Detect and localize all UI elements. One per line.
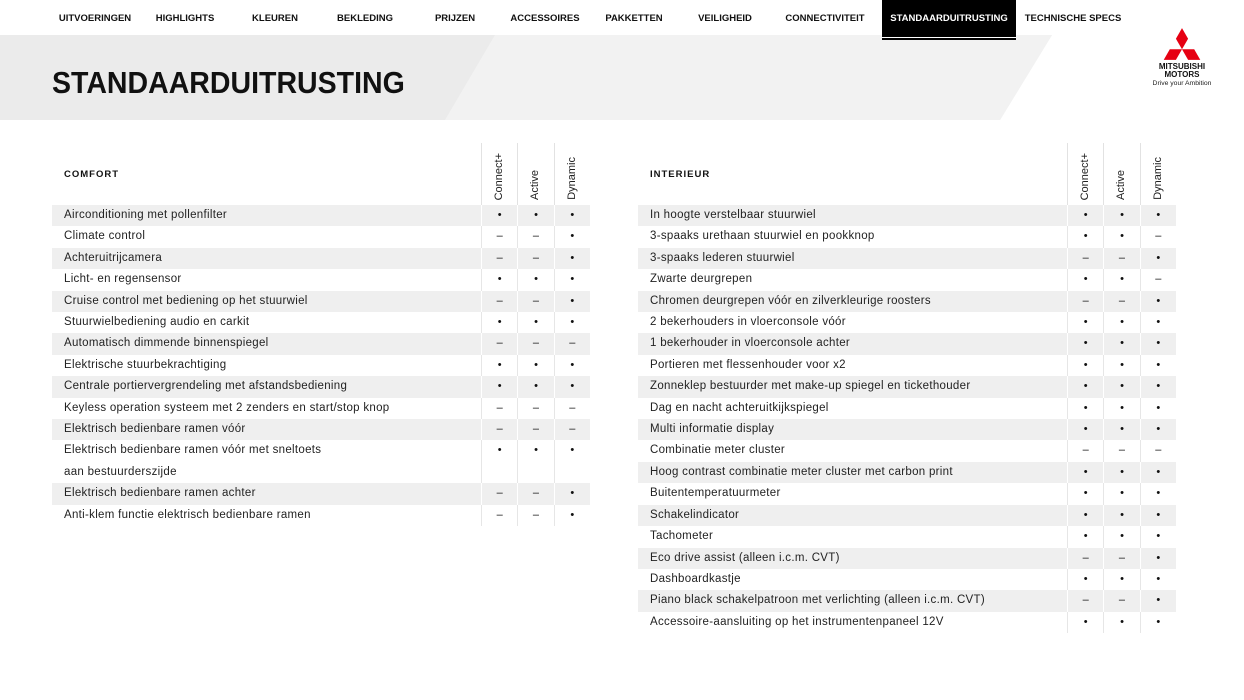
availability-dynamic: • — [1140, 505, 1176, 526]
feature-label: Combinatie meter cluster — [650, 444, 786, 457]
availability-active: • — [1103, 505, 1139, 526]
availability-active: • — [517, 355, 553, 376]
availability-dynamic: • — [1140, 205, 1176, 226]
table-row — [638, 333, 1176, 354]
availability-dynamic: • — [1140, 526, 1176, 547]
availability-connect: • — [1067, 333, 1103, 354]
nav-item-technische-specs[interactable]: TECHNISCHE SPECS — [1024, 13, 1122, 24]
table-row — [638, 590, 1176, 611]
availability-active: • — [1103, 226, 1139, 247]
availability-active: • — [517, 312, 553, 333]
table-row — [52, 291, 590, 312]
availability-connect: – — [481, 483, 517, 504]
availability-active: • — [1103, 312, 1139, 333]
availability-connect: – — [1067, 291, 1103, 312]
feature-label: Dag en nacht achteruitkijkspiegel — [650, 401, 829, 414]
availability-active: – — [517, 505, 553, 526]
availability-active: • — [1103, 205, 1139, 226]
availability-active: – — [517, 226, 553, 247]
availability-dynamic: – — [1140, 269, 1176, 290]
availability-connect: • — [481, 355, 517, 376]
availability-active: – — [517, 483, 553, 504]
availability-active: • — [1103, 376, 1139, 397]
table-row — [638, 548, 1176, 569]
availability-connect: – — [1067, 440, 1103, 461]
feature-label: Tachometer — [650, 530, 714, 543]
table-row — [638, 226, 1176, 247]
column-header-connect — [1067, 143, 1103, 205]
availability-dynamic: – — [554, 398, 590, 419]
availability-dynamic: • — [554, 205, 590, 226]
nav-item-standaarduitrusting[interactable]: STANDAARDUITRUSTING — [882, 0, 1016, 40]
availability-active: – — [517, 248, 553, 269]
table-row — [52, 355, 590, 376]
availability-dynamic: • — [554, 483, 590, 504]
brand-name-line1: MITSUBISHI — [1158, 62, 1206, 71]
availability-dynamic: • — [1140, 483, 1176, 504]
table-row — [52, 398, 590, 419]
table-row — [52, 419, 590, 440]
availability-connect: • — [1067, 376, 1103, 397]
column-label: Connect+ — [493, 152, 506, 200]
feature-label: Licht- en regensensor — [64, 273, 182, 286]
table-body — [52, 205, 590, 526]
availability-active: – — [517, 291, 553, 312]
table-row — [638, 483, 1176, 504]
availability-connect: • — [1067, 312, 1103, 333]
availability-active: • — [517, 205, 553, 226]
nav-item-kleuren[interactable]: KLEUREN — [252, 13, 298, 24]
feature-label: Anti-klem functie elektrisch bedienbare ramen — [64, 508, 311, 521]
availability-active: – — [517, 333, 553, 354]
comfort-table — [52, 143, 590, 526]
table-row — [638, 312, 1176, 333]
availability-active: – — [1103, 248, 1139, 269]
availability-dynamic: • — [554, 440, 590, 483]
feature-label: Hoog contrast combinatie meter cluster met carbon print — [650, 465, 953, 478]
nav-item-pakketten[interactable]: PAKKETTEN — [605, 13, 663, 24]
availability-connect: • — [1067, 419, 1103, 440]
availability-dynamic: – — [554, 333, 590, 354]
table-row — [52, 226, 590, 247]
availability-connect: – — [481, 398, 517, 419]
feature-label: Automatisch dimmende binnenspiegel — [64, 337, 269, 350]
table-row — [52, 505, 590, 526]
nav-item-prijzen[interactable]: PRIJZEN — [434, 13, 476, 24]
availability-dynamic: • — [554, 291, 590, 312]
section-heading: INTERIEUR — [650, 168, 711, 180]
table-row — [638, 398, 1176, 419]
availability-active: • — [517, 440, 553, 483]
header-band-stripe — [445, 35, 1052, 120]
feature-label: Chromen deurgrepen vóór en zilverkleurige roosters — [650, 294, 931, 307]
availability-dynamic: • — [1140, 612, 1176, 633]
availability-connect: • — [1067, 483, 1103, 504]
feature-label: Cruise control met bediening op het stuurwiel — [64, 294, 308, 307]
feature-label: Zwarte deurgrepen — [650, 273, 753, 286]
availability-active: – — [517, 398, 553, 419]
availability-connect: – — [1067, 590, 1103, 611]
availability-connect: • — [481, 440, 517, 483]
table-row — [52, 248, 590, 269]
feature-label: Schakelindicator — [650, 508, 740, 521]
feature-label: Elektrische stuurbekrachtiging — [64, 358, 227, 371]
availability-connect: • — [1067, 526, 1103, 547]
availability-active: • — [1103, 612, 1139, 633]
availability-connect: • — [1067, 355, 1103, 376]
table-header — [52, 143, 590, 205]
availability-dynamic: • — [554, 355, 590, 376]
table-row — [638, 419, 1176, 440]
availability-connect: – — [1067, 548, 1103, 569]
nav-item-accessoires[interactable]: ACCESSOIRES — [510, 13, 580, 24]
table-row — [52, 269, 590, 290]
availability-connect: • — [1067, 569, 1103, 590]
feature-label: Stuurwielbediening audio en carkit — [64, 316, 250, 329]
availability-connect: • — [1067, 269, 1103, 290]
table-header — [638, 143, 1176, 205]
availability-dynamic: • — [1140, 462, 1176, 483]
availability-connect: • — [1067, 505, 1103, 526]
availability-connect: • — [481, 269, 517, 290]
feature-label: Elektrisch bedienbare ramen vóór — [64, 423, 246, 436]
feature-label: Portieren met flessenhouder voor x2 — [650, 358, 846, 371]
availability-active: • — [517, 269, 553, 290]
column-header-active — [517, 143, 553, 205]
column-label: Dynamic — [565, 157, 578, 200]
table-body — [638, 205, 1176, 633]
nav-item-uitvoeringen[interactable]: UITVOERINGEN — [58, 13, 132, 24]
availability-dynamic: • — [1140, 291, 1176, 312]
availability-connect: – — [481, 505, 517, 526]
availability-dynamic: • — [1140, 355, 1176, 376]
availability-dynamic: • — [1140, 419, 1176, 440]
column-header-dynamic — [1140, 143, 1176, 205]
interieur-table — [638, 143, 1176, 633]
availability-active: – — [1103, 291, 1139, 312]
table-row — [52, 333, 590, 354]
table-row — [638, 355, 1176, 376]
feature-label: Zonneklep bestuurder met make-up spiegel en tickethouder — [650, 380, 971, 393]
availability-dynamic: • — [554, 312, 590, 333]
feature-label: In hoogte verstelbaar stuurwiel — [650, 209, 816, 221]
availability-active: – — [1103, 440, 1139, 461]
feature-label: Piano black schakelpatroon met verlichting (alleen i.c.m. CVT) — [650, 594, 985, 607]
feature-label: Achteruitrijcamera — [64, 251, 163, 264]
availability-connect: – — [481, 248, 517, 269]
nav-item-highlights[interactable]: HIGHLIGHTS — [155, 13, 215, 24]
availability-active: – — [1103, 590, 1139, 611]
availability-dynamic: • — [554, 376, 590, 397]
availability-connect: • — [1067, 462, 1103, 483]
page-title: STANDAARDUITRUSTING — [52, 65, 405, 100]
availability-connect: • — [1067, 612, 1103, 633]
availability-active: • — [1103, 569, 1139, 590]
table-row — [638, 269, 1176, 290]
feature-label: Multi informatie display — [650, 423, 775, 436]
availability-dynamic: • — [554, 226, 590, 247]
column-label: Active — [1115, 170, 1128, 200]
availability-connect: • — [1067, 398, 1103, 419]
column-label: Dynamic — [1151, 157, 1164, 200]
availability-dynamic: • — [554, 505, 590, 526]
availability-dynamic: • — [554, 248, 590, 269]
availability-connect: • — [481, 312, 517, 333]
availability-dynamic: • — [1140, 333, 1176, 354]
availability-dynamic: • — [1140, 248, 1176, 269]
table-row — [638, 440, 1176, 461]
availability-dynamic: • — [1140, 376, 1176, 397]
availability-connect: – — [1067, 248, 1103, 269]
feature-label: Elektrisch bedienbare ramen achter — [64, 487, 256, 500]
table-row — [52, 376, 590, 397]
availability-dynamic: – — [554, 419, 590, 440]
availability-connect: – — [481, 333, 517, 354]
feature-label: Dashboardkastje — [650, 572, 741, 585]
feature-label: 3-spaaks urethaan stuurwiel en pookknop — [650, 230, 875, 243]
availability-connect: • — [481, 376, 517, 397]
availability-connect: • — [1067, 226, 1103, 247]
table-row — [52, 205, 590, 226]
column-label: Connect+ — [1079, 152, 1092, 200]
feature-label: Buitentemperatuurmeter — [650, 487, 781, 500]
nav-item-veiligheid[interactable]: VEILIGHEID — [698, 13, 752, 24]
table-row — [638, 376, 1176, 397]
table-row — [52, 483, 590, 504]
feature-label: Elektrisch bedienbare ramen vóór met sneltoets aan bestuurderszijde — [64, 444, 322, 478]
table-row — [638, 462, 1176, 483]
table-row — [638, 612, 1176, 633]
availability-active: – — [517, 419, 553, 440]
availability-connect: – — [481, 226, 517, 247]
availability-active: • — [1103, 419, 1139, 440]
table-row — [52, 312, 590, 333]
availability-dynamic: • — [1140, 312, 1176, 333]
feature-label: Eco drive assist (alleen i.c.m. CVT) — [650, 551, 840, 564]
availability-active: – — [1103, 548, 1139, 569]
availability-dynamic: – — [1140, 440, 1176, 461]
availability-connect: • — [481, 205, 517, 226]
feature-label: 1 bekerhouder in vloerconsole achter — [650, 337, 851, 350]
availability-active: • — [1103, 462, 1139, 483]
table-row — [638, 291, 1176, 312]
availability-dynamic: • — [1140, 569, 1176, 590]
availability-active: • — [1103, 269, 1139, 290]
availability-dynamic: • — [1140, 548, 1176, 569]
feature-label: 2 bekerhouders in vloerconsole vóór — [650, 316, 846, 329]
table-row — [638, 248, 1176, 269]
availability-active: • — [1103, 398, 1139, 419]
section-heading: COMFORT — [64, 168, 120, 180]
availability-active: • — [1103, 483, 1139, 504]
availability-active: • — [1103, 526, 1139, 547]
brand-tagline: Drive your Ambition — [1152, 80, 1212, 87]
nav-item-bekleding[interactable]: BEKLEDING — [337, 13, 393, 24]
column-header-connect — [481, 143, 517, 205]
table-row — [638, 505, 1176, 526]
column-label: Active — [529, 170, 542, 200]
availability-connect: • — [1067, 205, 1103, 226]
table-row — [638, 205, 1176, 226]
nav-item-connectiviteit[interactable]: CONNECTIVITEIT — [785, 13, 865, 24]
availability-active: • — [517, 376, 553, 397]
table-row — [638, 569, 1176, 590]
table-row — [638, 526, 1176, 547]
column-header-dynamic — [554, 143, 590, 205]
brand-name-line2: MOTORS — [1164, 70, 1200, 79]
availability-dynamic: – — [1140, 226, 1176, 247]
feature-label: 3-spaaks lederen stuurwiel — [650, 251, 795, 264]
table-row — [52, 440, 590, 483]
feature-label: Climate control — [64, 230, 146, 243]
feature-label: Keyless operation systeem met 2 zenders en start/stop knop — [64, 401, 390, 414]
feature-label: Airconditioning met pollenfilter — [64, 209, 228, 221]
availability-connect: – — [481, 419, 517, 440]
availability-connect: – — [481, 291, 517, 312]
availability-dynamic: • — [554, 269, 590, 290]
availability-active: • — [1103, 333, 1139, 354]
availability-dynamic: • — [1140, 590, 1176, 611]
top-navigation — [0, 0, 1244, 38]
feature-label: Centrale portiervergrendeling met afstandsbediening — [64, 380, 348, 393]
feature-label: Accessoire-aansluiting op het instrumentenpaneel 12V — [650, 615, 944, 628]
availability-active: • — [1103, 355, 1139, 376]
column-header-active — [1103, 143, 1139, 205]
availability-dynamic: • — [1140, 398, 1176, 419]
